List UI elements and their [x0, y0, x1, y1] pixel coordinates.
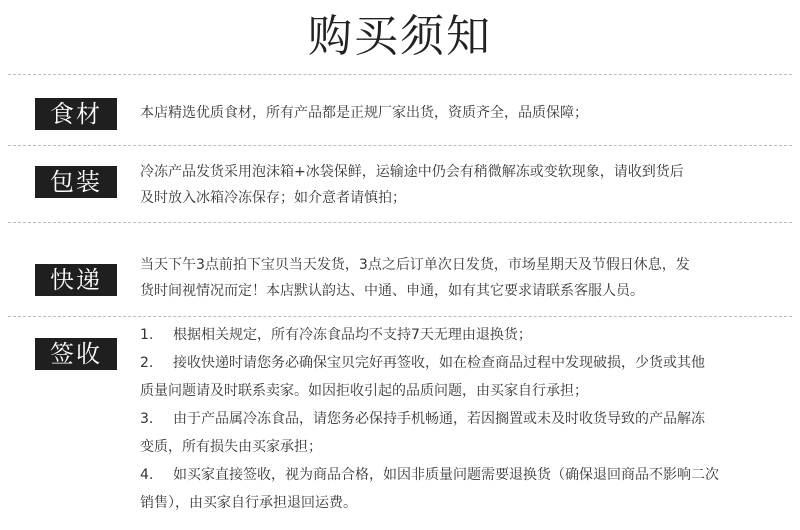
section-label-receipt: 签收	[35, 338, 117, 370]
item-line	[140, 461, 790, 489]
item-line: 变质，所有损失由买家承担；	[140, 439, 322, 455]
item-text: 如买家直接签收，视为商品合格，如因非质量问题需要退换货（确保退回商品不影响二次	[173, 467, 719, 483]
item-line	[140, 321, 790, 349]
divider	[8, 145, 792, 146]
item-text: 接收快递时请您务必确保宝贝完好再签收，如在检查商品过程中发现破损，少货或其他	[173, 355, 705, 371]
divider	[8, 74, 792, 75]
text-line: 当天下午3点前拍下宝贝当天发货，3点之后订单次日发货，市场星期天及节假日休息，发	[140, 257, 690, 273]
item-number: 3.	[140, 411, 154, 427]
receipt-list	[140, 321, 790, 517]
list-item	[140, 321, 790, 349]
section-text-ingredients	[140, 100, 778, 126]
item-number: 4.	[140, 467, 154, 483]
text-line: 货时间视情况而定！本店默认韵达、中通、申通，如有其它要求请联系客服人员。	[140, 283, 644, 299]
item-line	[140, 349, 790, 377]
item-text: 由于产品属冷冻食品，请您务必保持手机畅通，若因搁置或未及时收货导致的产品解冻	[173, 411, 705, 427]
section-text-packaging	[140, 159, 778, 211]
page-title: 购买须知	[308, 11, 492, 62]
divider	[8, 316, 792, 317]
section-label-packaging: 包装	[35, 166, 117, 198]
list-item	[140, 349, 790, 405]
text-line: 冷冻产品发货采用泡沫箱+冰袋保鲜，运输途中仍会有稍微解冻或变软现象，请收到货后	[140, 164, 684, 180]
section-label-delivery: 快递	[35, 264, 117, 296]
item-text: 根据相关规定，所有冷冻食品均不支持7天无理由退换货；	[173, 327, 532, 343]
text-line: 及时放入冰箱冷冻保存；如介意者请慎拍；	[140, 190, 406, 206]
item-number: 1.	[140, 327, 154, 343]
divider	[8, 222, 792, 223]
item-line	[140, 405, 790, 433]
section-text-delivery	[140, 252, 778, 304]
item-line: 质量问题请及时联系卖家。如因拒收引起的品质问题，由买家自行承担；	[140, 383, 588, 399]
item-line: 销售），由买家自行承担退回运费。	[140, 495, 357, 511]
text-line: 本店精选优质食材，所有产品都是正规厂家出货，资质齐全，品质保障；	[140, 105, 588, 121]
section-label-ingredients: 食材	[35, 98, 117, 130]
item-number: 2.	[140, 355, 154, 371]
list-item	[140, 405, 790, 461]
list-item	[140, 461, 790, 517]
